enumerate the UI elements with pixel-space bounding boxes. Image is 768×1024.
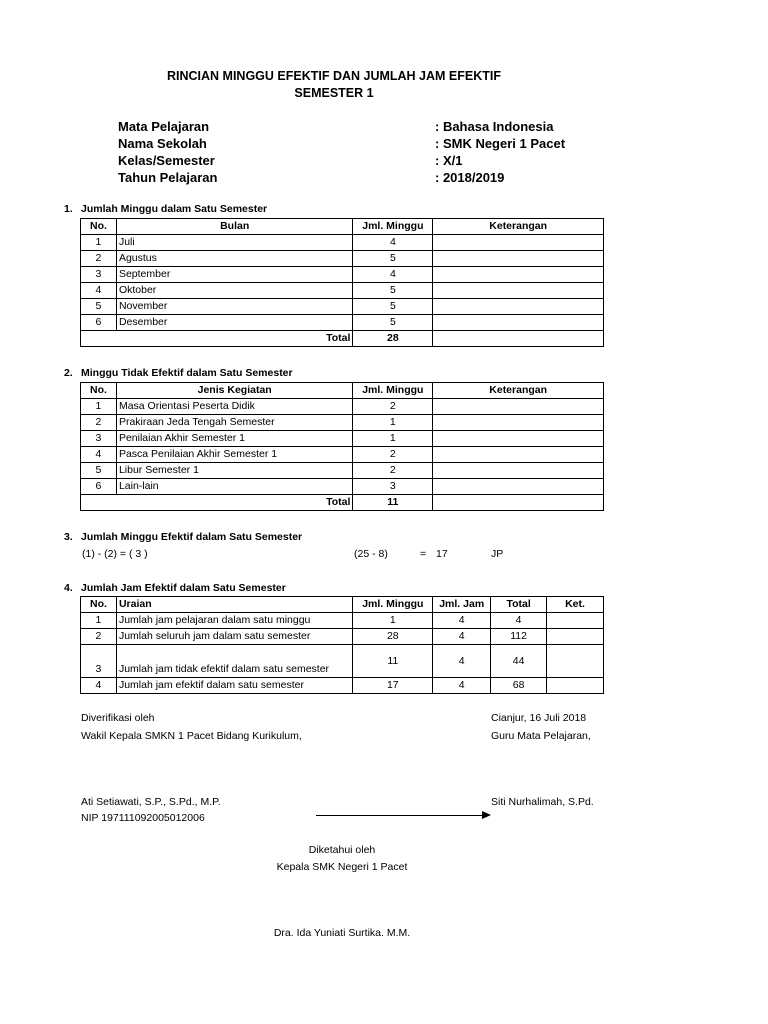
total-weeks: 28 xyxy=(353,331,433,347)
verifier-position: Wakil Kepala SMKN 1 Pacet Bidang Kurikulum, xyxy=(81,730,302,742)
cell-no: 1 xyxy=(81,399,117,415)
effective-weeks-formula: (1) - (2) = ( 3 ) xyxy=(82,548,148,560)
cell-note xyxy=(433,431,604,447)
header-weeks: Jml. Minggu xyxy=(353,383,433,399)
cell-note xyxy=(547,613,604,629)
cell-note xyxy=(433,415,604,431)
info-label-class: Kelas/Semester xyxy=(118,153,215,168)
cell-weeks: 5 xyxy=(353,315,433,331)
header-no: No. xyxy=(81,597,117,613)
info-value-school: : SMK Negeri 1 Pacet xyxy=(435,136,566,151)
cell-weeks: 11 xyxy=(353,645,433,678)
cell-no: 1 xyxy=(81,613,117,629)
non-effective-weeks-table xyxy=(80,382,604,511)
cell-weeks: 4 xyxy=(353,235,433,251)
cell-hours: 4 xyxy=(433,613,491,629)
header-hours: Jml. Jam xyxy=(433,597,491,613)
table-row xyxy=(81,315,604,331)
cell-total: 4 xyxy=(491,613,547,629)
total-weeks: 11 xyxy=(353,495,433,511)
table-header-row xyxy=(81,219,604,235)
document-subtitle: SEMESTER 1 xyxy=(294,86,374,100)
header-weeks: Jml. Minggu xyxy=(353,597,433,613)
cell-no: 6 xyxy=(81,479,117,495)
cell-weeks: 2 xyxy=(353,447,433,463)
cell-no: 2 xyxy=(81,629,117,645)
cell-note xyxy=(433,399,604,415)
total-label: Total xyxy=(81,495,353,511)
cell-weeks: 1 xyxy=(353,415,433,431)
table-row xyxy=(81,415,604,431)
section2-number: 2. xyxy=(64,367,73,379)
cell-no: 4 xyxy=(81,447,117,463)
table-row xyxy=(81,299,604,315)
effective-hours-table xyxy=(80,596,604,694)
cell-description: Jumlah jam tidak efektif dalam satu semester xyxy=(116,645,352,678)
cell-note xyxy=(433,235,604,251)
cell-no: 3 xyxy=(81,645,117,678)
table-row xyxy=(81,251,604,267)
cell-weeks: 2 xyxy=(353,463,433,479)
cell-weeks: 2 xyxy=(353,399,433,415)
cell-total: 112 xyxy=(491,629,547,645)
cell-weeks: 5 xyxy=(353,283,433,299)
cell-month: Agustus xyxy=(116,251,352,267)
cell-note xyxy=(433,267,604,283)
section3-number: 3. xyxy=(64,531,73,543)
cell-activity: Libur Semester 1 xyxy=(116,463,352,479)
cell-note xyxy=(433,251,604,267)
section1-title: Jumlah Minggu dalam Satu Semester xyxy=(81,203,268,215)
table-row xyxy=(81,431,604,447)
cell-no: 3 xyxy=(81,267,117,283)
cell-activity: Prakiraan Jeda Tengah Semester xyxy=(116,415,352,431)
cell-no: 6 xyxy=(81,315,117,331)
cell-activity: Penilaian Akhir Semester 1 xyxy=(116,431,352,447)
header-note: Keterangan xyxy=(433,383,604,399)
cell-weeks: 1 xyxy=(353,613,433,629)
cell-hours: 4 xyxy=(433,645,491,678)
cell-weeks: 5 xyxy=(353,251,433,267)
cell-description: Jumlah jam pelajaran dalam satu minggu xyxy=(116,613,352,629)
header-no: No. xyxy=(81,383,117,399)
cell-note xyxy=(433,315,604,331)
cell-note xyxy=(547,645,604,678)
info-label-school: Nama Sekolah xyxy=(118,136,207,151)
teacher-name: Siti Nurhalimah, S.Pd. xyxy=(491,796,594,808)
cell-activity: Lain-lain xyxy=(116,479,352,495)
table-row xyxy=(81,399,604,415)
cell-month: November xyxy=(116,299,352,315)
cell-description: Jumlah seluruh jam dalam satu semester xyxy=(116,629,352,645)
weeks-table xyxy=(80,218,604,347)
section2-title: Minggu Tidak Efektif dalam Satu Semester xyxy=(81,367,293,379)
cell-note xyxy=(547,678,604,694)
place-date: Cianjur, 16 Juli 2018 xyxy=(491,712,587,724)
header-note: Keterangan xyxy=(433,219,604,235)
equals-sign: = xyxy=(420,548,427,560)
info-value-class: : X/1 xyxy=(435,153,463,168)
section1-number: 1. xyxy=(64,203,73,215)
header-note: Ket. xyxy=(547,597,604,613)
cell-hours: 4 xyxy=(433,678,491,694)
cell-weeks: 17 xyxy=(353,678,433,694)
cell-weeks: 1 xyxy=(353,431,433,447)
cell-note xyxy=(433,299,604,315)
cell-no: 3 xyxy=(81,431,117,447)
document-title: RINCIAN MINGGU EFEKTIF DAN JUMLAH JAM EFEKTIF xyxy=(166,69,502,83)
principal-name: Dra. Ida Yuniati Surtika. M.M. xyxy=(273,927,411,939)
header-activity: Jenis Kegiatan xyxy=(116,383,352,399)
verified-by-label: Diverifikasi oleh xyxy=(81,712,155,724)
table-row xyxy=(81,629,604,645)
cell-month: Juli xyxy=(116,235,352,251)
table-row xyxy=(81,267,604,283)
effective-weeks-calc: (25 - 8) xyxy=(354,548,388,560)
verifier-nip: NIP 197111092005012006 xyxy=(81,812,205,824)
cell-weeks: 5 xyxy=(353,299,433,315)
cell-note xyxy=(433,495,604,511)
header-month: Bulan xyxy=(116,219,352,235)
cell-no: 2 xyxy=(81,251,117,267)
info-label-subject: Mata Pelajaran xyxy=(118,119,210,134)
section4-number: 4. xyxy=(64,582,73,594)
cell-note xyxy=(433,479,604,495)
table-header-row xyxy=(81,597,604,613)
total-row xyxy=(81,331,604,347)
teacher-position: Guru Mata Pelajaran, xyxy=(491,730,591,742)
cell-month: Desember xyxy=(116,315,352,331)
table-row xyxy=(81,613,604,629)
info-label-year: Tahun Pelajaran xyxy=(118,170,218,185)
info-value-subject: : Bahasa Indonesia xyxy=(435,119,554,134)
cell-total: 68 xyxy=(491,678,547,694)
cell-hours: 4 xyxy=(433,629,491,645)
verifier-name: Ati Setiawati, S.P., S.Pd., M.P. xyxy=(81,796,221,808)
total-row xyxy=(81,495,604,511)
header-description: Uraian xyxy=(116,597,352,613)
cell-weeks: 3 xyxy=(353,479,433,495)
total-label: Total xyxy=(81,331,353,347)
cell-weeks: 4 xyxy=(353,267,433,283)
table-row xyxy=(81,645,604,678)
table-row xyxy=(81,235,604,251)
header-weeks: Jml. Minggu xyxy=(353,219,433,235)
cell-note xyxy=(433,283,604,299)
cell-no: 2 xyxy=(81,415,117,431)
acknowledged-by-label: Diketahui oleh xyxy=(308,844,376,856)
cell-month: Oktober xyxy=(116,283,352,299)
table-row xyxy=(81,447,604,463)
header-total: Total xyxy=(491,597,547,613)
info-value-year: : 2018/2019 xyxy=(435,170,505,185)
section4-title: Jumlah Jam Efektif dalam Satu Semester xyxy=(81,582,286,594)
cell-activity: Masa Orientasi Peserta Didik xyxy=(116,399,352,415)
cell-no: 1 xyxy=(81,235,117,251)
table-row xyxy=(81,678,604,694)
cell-no: 4 xyxy=(81,678,117,694)
arrow-line xyxy=(316,815,484,816)
arrow-right-icon xyxy=(482,811,491,819)
section3-title: Jumlah Minggu Efektif dalam Satu Semester xyxy=(81,531,303,543)
cell-note xyxy=(433,463,604,479)
cell-no: 5 xyxy=(81,463,117,479)
effective-weeks-unit: JP xyxy=(491,548,504,560)
cell-total: 44 xyxy=(491,645,547,678)
principal-position: Kepala SMK Negeri 1 Pacet xyxy=(276,861,408,873)
cell-note xyxy=(433,331,604,347)
cell-activity: Pasca Penilaian Akhir Semester 1 xyxy=(116,447,352,463)
table-row xyxy=(81,463,604,479)
cell-no: 5 xyxy=(81,299,117,315)
cell-description: Jumlah jam efektif dalam satu semester xyxy=(116,678,352,694)
table-row xyxy=(81,283,604,299)
effective-weeks-result: 17 xyxy=(436,548,448,560)
table-header-row xyxy=(81,383,604,399)
cell-note xyxy=(433,447,604,463)
header-no: No. xyxy=(81,219,117,235)
cell-note xyxy=(547,629,604,645)
cell-month: September xyxy=(116,267,352,283)
cell-no: 4 xyxy=(81,283,117,299)
cell-weeks: 28 xyxy=(353,629,433,645)
table-row xyxy=(81,479,604,495)
